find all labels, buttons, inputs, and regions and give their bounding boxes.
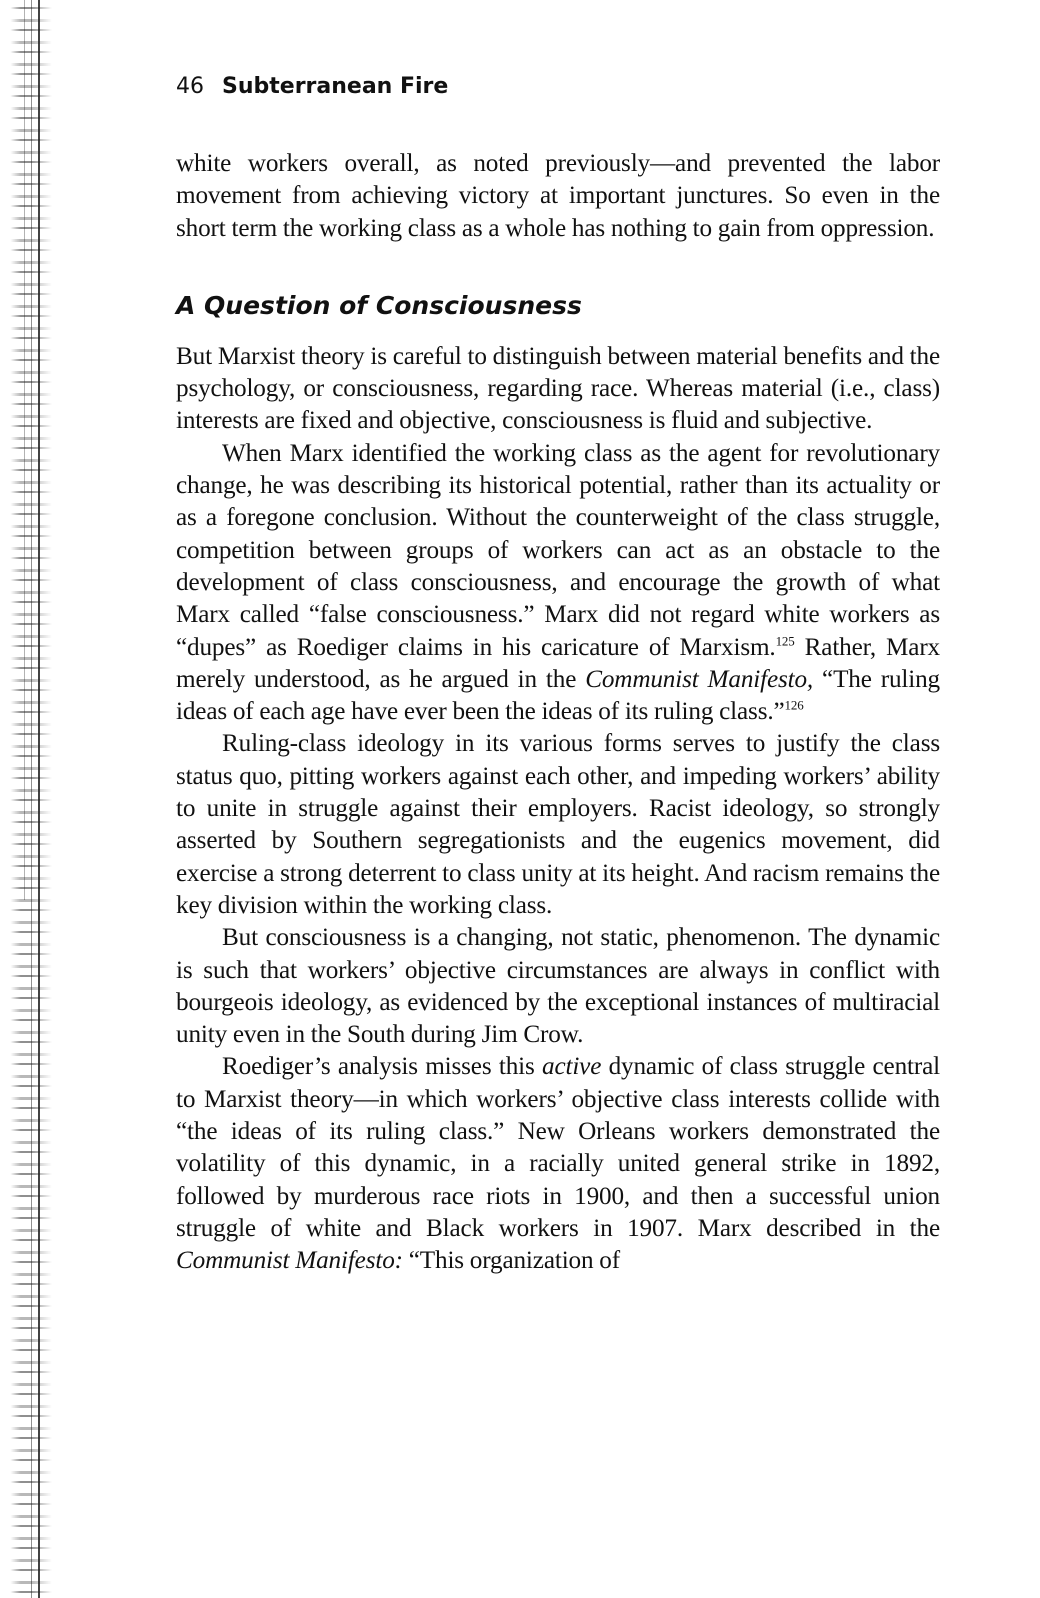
- footnote-ref-125: 125: [775, 633, 795, 649]
- paragraph-2-text-c: “The ruling ideas of each age have ever been the ideas of its ruling class.”: [176, 665, 940, 726]
- book-title: Subterranean Fire: [222, 74, 449, 99]
- footnote-ref-126: 126: [784, 697, 804, 713]
- section-heading: A Question of Consciousness: [176, 290, 582, 320]
- page-number: 46: [176, 74, 204, 99]
- paragraph-1: But Marxist theory is careful to distinguish between material benefits and the psychology, or consciousness, regarding race. Whereas material (i.e., class) interests are fixed and objective, consciousness is fluid and subjective.: [176, 342, 940, 435]
- paragraph-5: [176, 1051, 940, 1277]
- text-block: [176, 148, 940, 1278]
- book-title-reference: Communist Manifesto:: [176, 1247, 403, 1275]
- paragraph-4: But consciousness is a changing, not static, phenomenon. The dynamic is such that workers’ objective circumstances are always in conflict with bourgeois ideology, as evidenced by the exceptional instances of multiracial unity even in the South during Jim Crow.: [176, 924, 940, 1049]
- paragraph-3: Ruling-class ideology in its various forms serves to justify the class status quo, pitting workers against each other, and impeding workers’ ability to unite in struggle against their employers. Racist ideology, so strongly asserted by Southern segregationists and the eugenics movement, did exercise a strong deterrent to class unity at its height. And racism remains the key division within the working class.: [176, 730, 940, 919]
- paragraph-5-text-a: Roediger’s analysis misses this: [222, 1053, 542, 1081]
- running-head: [176, 72, 448, 102]
- binding-line-secondary: [31, 0, 32, 1598]
- binding-line-faint: [24, 0, 25, 900]
- binding-line: [38, 0, 40, 1598]
- book-title-reference: Communist Manifesto,: [585, 665, 814, 693]
- paragraph-2-text-b: Rather, Marx merely understood, as he argued in the: [176, 633, 941, 693]
- paragraph-continued: white workers overall, as noted previously—and prevented the labor movement from achieving victory at important junctures. So even in the short term the working class as a whole has nothing to gain from oppression.: [176, 150, 940, 242]
- paragraph-5-text-c: “This organization of: [402, 1247, 620, 1275]
- binding-shadow: [0, 0, 52, 1598]
- paragraph-2-text-a: When Marx identified the working class as the agent for revolutionary change, he was describing its historical potential, rather than its actuality or as a foregone conclusion. Without the counterweight of the class struggle, competition between groups of workers can act as an obstacle to the development of class consciousness, and encourage the growth of what Marx called “false consciousness.” Marx did not regard white workers as “dupes” as Roediger claims in his caricature of Marxism.: [176, 439, 940, 661]
- paragraph-2: [176, 438, 940, 729]
- emphasis-active: active: [542, 1053, 602, 1081]
- paragraph-5-text-b: dynamic of class struggle central to Marxist theory—in which workers’ objective class interests collide with “the ideas of its ruling class.” New Orleans workers demonstrated the volatility of this dynamic, in a racially united general strike in 1892, followed by murderous race riots in 1900, and then a successful union struggle of white and Black workers in 1907. Marx described in the: [176, 1053, 940, 1242]
